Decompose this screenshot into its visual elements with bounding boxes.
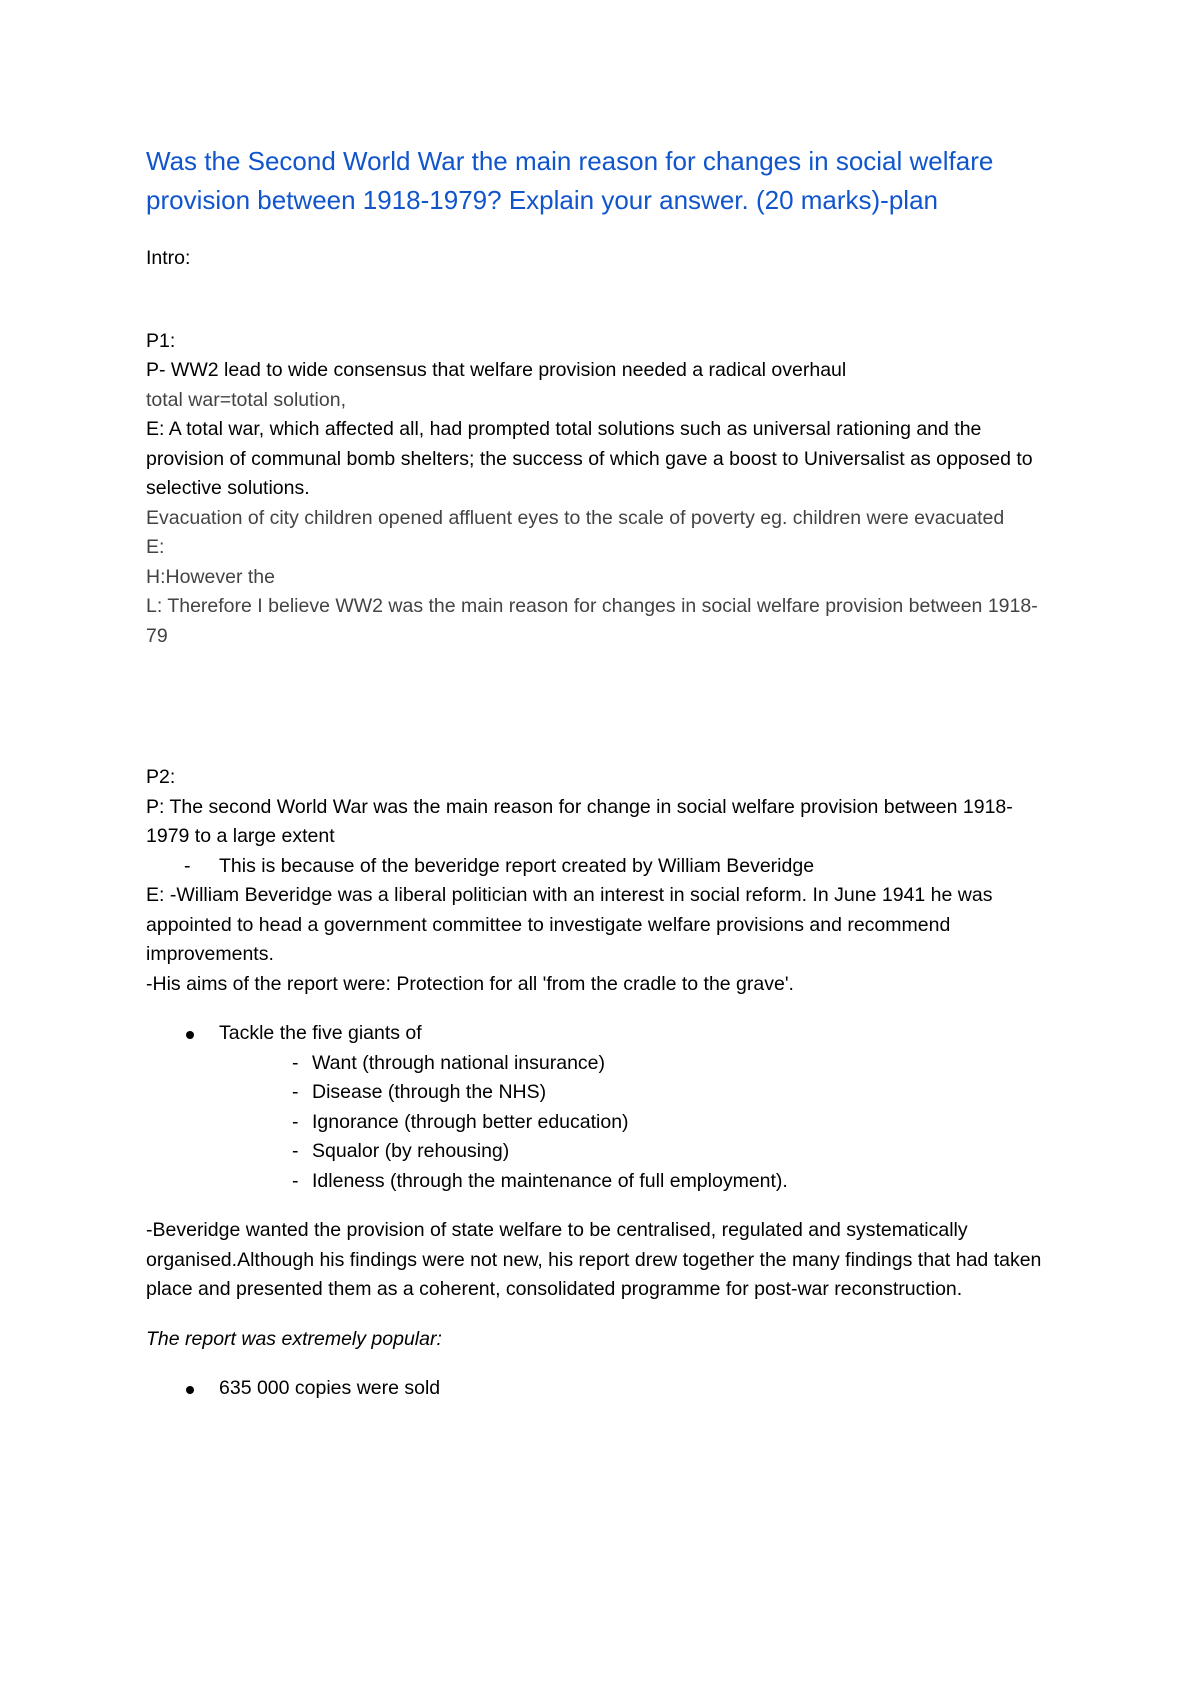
dash-marker: - — [184, 854, 191, 877]
intro-label: Intro: — [146, 247, 191, 269]
p2-popular: The report was extremely popular: — [146, 1327, 442, 1350]
bullet-icon — [186, 1031, 194, 1039]
giant-text: Idleness (through the maintenance of full employment). — [312, 1169, 788, 1192]
giant-text: Disease (through the NHS) — [312, 1081, 547, 1103]
spacer — [146, 1009, 1046, 1019]
document-title: Was the Second World War the main reason for changes in social welfare provision between 1918-1979? Explain your answer. (20 marks)-plan — [146, 146, 994, 215]
spacer — [146, 1206, 1046, 1216]
dash-item-text: This is because of the beveridge report created by William Beveridge — [219, 854, 815, 877]
p2-evidence: E: -William Beveridge was a liberal politician with an interest in social reform. In June 1941 he was appointed to head a government committee to investigate welfare provisions and recommend improvements. — [146, 884, 993, 965]
dash-marker: - — [292, 1169, 299, 1192]
p1-evacuation: Evacuation of city children opened affluent eyes to the scale of poverty eg. children were evacuated — [146, 506, 1005, 529]
p1-note: total war=total solution, — [146, 388, 346, 411]
copies-bullet — [146, 1374, 1046, 1404]
dash-marker: - — [292, 1081, 299, 1103]
giant-text: Squalor (by rehousing) — [312, 1140, 510, 1162]
giant-text: Ignorance (through better education) — [312, 1110, 629, 1133]
p2-point: P: The second World War was the main reason for change in social welfare provision between 1918-1979 to a large extent — [146, 795, 1013, 847]
copies-text: 635 000 copies were sold — [219, 1377, 441, 1399]
bullet-icon — [186, 1386, 194, 1394]
p2-dash-item — [146, 852, 1046, 882]
spacer — [146, 1196, 1046, 1206]
p1-point: P- WW2 lead to wide consensus that welfare provision needed a radical overhaul — [146, 359, 847, 381]
document-page — [146, 142, 1046, 1404]
spacer — [146, 1305, 1046, 1315]
giant-item — [146, 1078, 1046, 1108]
giant-item — [146, 1167, 1046, 1197]
giant-item — [146, 1137, 1046, 1167]
p2-aims: -His aims of the report were: Protection for all 'from the cradle to the grave'. — [146, 972, 794, 995]
giant-text: Want (through national insurance) — [312, 1051, 606, 1074]
giants-bullet-text: Tackle the five giants of — [219, 1022, 422, 1044]
p2-label: P2: — [146, 766, 176, 788]
p1-label: P1: — [146, 329, 176, 352]
spacer — [146, 999, 1046, 1009]
giant-item — [146, 1108, 1046, 1138]
spacer — [146, 651, 1046, 763]
p1-explain: E: — [146, 536, 165, 558]
spacer — [146, 1364, 1046, 1374]
dash-marker: - — [292, 1140, 299, 1162]
p1-however: H:However the — [146, 565, 275, 588]
dash-marker: - — [292, 1110, 299, 1133]
spacer — [146, 274, 1046, 327]
giants-bullet — [146, 1019, 1046, 1049]
spacer — [146, 1315, 1046, 1325]
spacer — [146, 1354, 1046, 1364]
p2-centralised: -Beveridge wanted the provision of state welfare to be centralised, regulated and systematically organised.Although his findings were not new, his report drew together the many findings that had taken place and presented them as a coherent, consolidated programme for post-war reconstruction. — [146, 1219, 1042, 1300]
giant-item — [146, 1049, 1046, 1079]
p1-link: L: Therefore I believe WW2 was the main reason for changes in social welfare provision between 1918-79 — [146, 595, 1038, 647]
p1-evidence: E: A total war, which affected all, had prompted total solutions such as universal rationing and the provision of communal bomb shelters; the success of which gave a boost to Universalist as opposed to selective solutions. — [146, 418, 1033, 499]
dash-marker: - — [292, 1051, 299, 1074]
